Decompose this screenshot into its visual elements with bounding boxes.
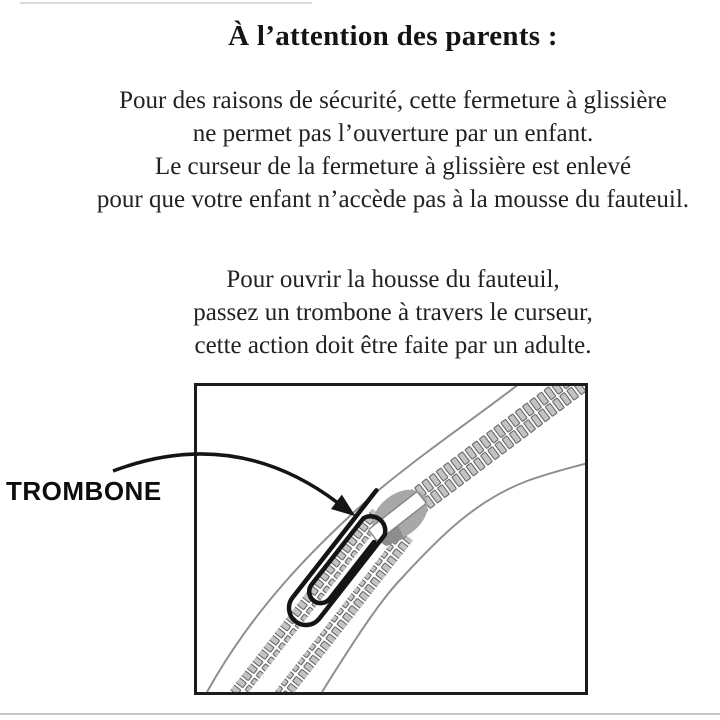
safety-paragraph: [66, 84, 720, 216]
safety-paragraph-line-3: Le curseur de la fermeture à glissière est enlevé: [154, 153, 632, 180]
page-title: À l’attention des parents :: [228, 20, 558, 52]
safety-paragraph-line-2: ne permet pas l’ouverture par un enfant.: [192, 120, 594, 147]
instructions-paragraph-line-2: passez un trombone à travers le curseur,: [193, 299, 593, 326]
safety-paragraph-line-4: pour que votre enfant n’accède pas à la mousse du fauteuil.: [96, 186, 690, 213]
zipper-diagram: [197, 386, 585, 692]
trombone-label: TROMBONE: [6, 476, 162, 506]
instructions-paragraph-line-3: cette action doit être faite par un adulte.: [194, 332, 592, 359]
scan-artifact-bottom-line: [0, 713, 720, 715]
instructions-paragraph: [66, 263, 720, 362]
safety-paragraph-line-1: Pour des raisons de sécurité, cette fermeture à glissière: [119, 87, 667, 114]
instructions-paragraph-line-1: Pour ouvrir la housse du fauteuil,: [226, 266, 560, 293]
scan-artifact-top-line: [20, 2, 312, 4]
zipper-diagram-frame: [194, 383, 588, 695]
